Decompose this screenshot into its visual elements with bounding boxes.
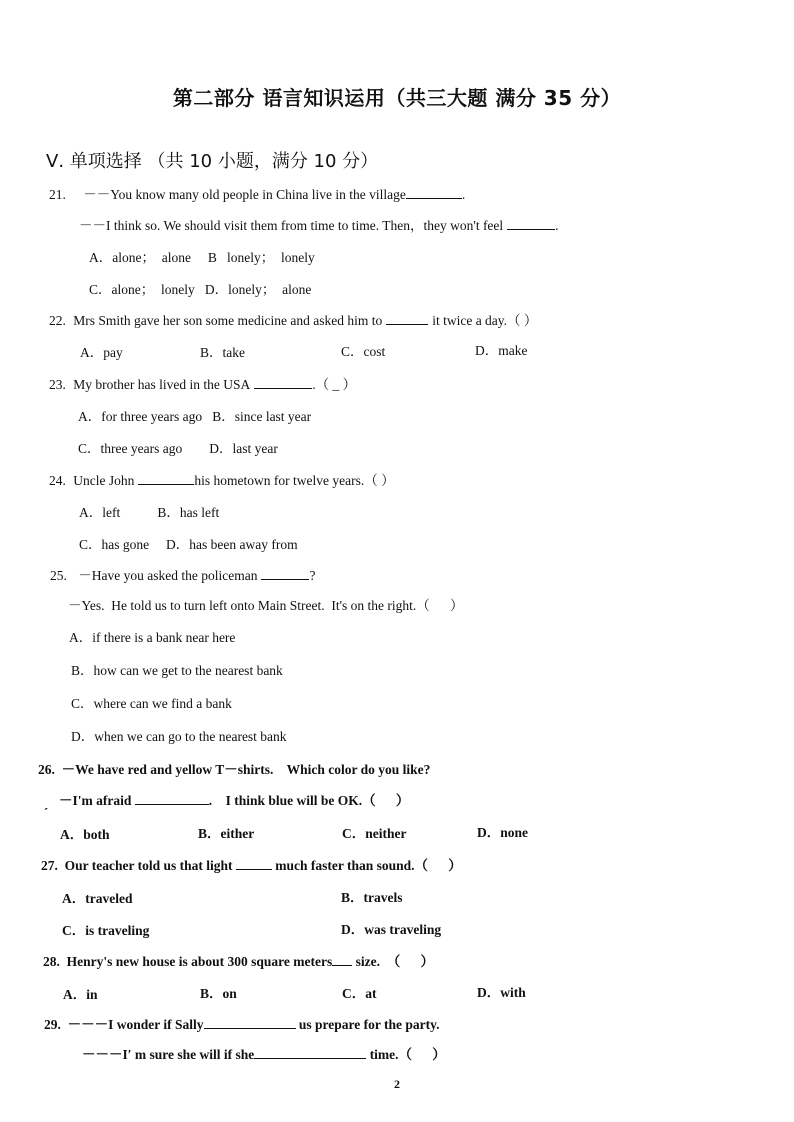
- answer-blank: [332, 953, 352, 966]
- question-text: －Have you asked the policeman: [78, 568, 258, 583]
- question-text-end: .: [555, 218, 559, 233]
- question-text: －I'm afraid: [59, 793, 132, 808]
- option-d: D．was traveling: [341, 922, 442, 937]
- option-d: D．make: [475, 343, 528, 358]
- option-c: C．where can we find a bank: [71, 696, 232, 711]
- margin-mark: ˏ: [44, 795, 49, 810]
- answer-blank: [254, 1046, 366, 1059]
- question-number: 25.: [50, 568, 67, 583]
- question-text: －－－I wonder if Sally: [67, 1017, 204, 1032]
- question-21-stem: [49, 186, 465, 204]
- question-text-end: us prepare for the party.: [298, 1017, 440, 1032]
- question-text: Uncle John: [73, 473, 135, 488]
- question-26-reply: [59, 792, 409, 810]
- question-text-end: time.（ ）: [369, 1047, 446, 1062]
- answer-blank: [236, 857, 272, 870]
- question-number: 26.: [38, 762, 55, 777]
- question-text: Our teacher told us that light: [64, 858, 233, 873]
- option-b: B．travels: [341, 890, 403, 905]
- question-21-reply: [79, 217, 559, 235]
- question-text: My brother has lived in the USA: [73, 377, 251, 392]
- option-d: D．none: [477, 825, 529, 840]
- answer-blank: [507, 217, 555, 230]
- question-number: 23.: [49, 377, 66, 392]
- question-text: －We have red and yellow T－shirts. Which color do you like?: [61, 762, 431, 777]
- option-d: D．when we can go to the nearest bank: [71, 729, 287, 744]
- question-text-end: much faster than sound.（ ）: [275, 858, 462, 873]
- question-text-end: it twice a day.（ ）: [432, 313, 538, 328]
- question-25-stem: [50, 567, 315, 585]
- question-24-stem: [49, 472, 395, 490]
- question-text: －－You know many old people in China live in the village: [83, 187, 406, 202]
- question-29-reply: [82, 1046, 446, 1064]
- option-b: B．how can we get to the nearest bank: [71, 663, 283, 678]
- answer-blank: [204, 1016, 296, 1029]
- option-row: A．alone； alone B lonely； lonely: [89, 250, 315, 265]
- question-22-stem: [49, 312, 537, 330]
- question-number: 28.: [43, 954, 60, 969]
- answer-blank: [261, 567, 309, 580]
- option-b: B．take: [200, 345, 245, 360]
- option-a: A．traveled: [62, 891, 133, 906]
- question-text: Mrs Smith gave her son some medicine and asked him to: [73, 313, 383, 328]
- question-29-stem: [44, 1016, 440, 1034]
- question-text-end: his hometown for twelve years.（ ）: [194, 473, 395, 488]
- question-number: 29.: [44, 1017, 61, 1032]
- option-row: A．left B．has left: [79, 505, 220, 520]
- question-25-reply: －Yes. He told us to turn left onto Main Street. It's on the right.（ ）: [68, 598, 464, 613]
- answer-blank: [138, 472, 194, 485]
- question-text-end: ?: [309, 568, 316, 583]
- question-number: 21.: [49, 187, 66, 202]
- option-a: A．both: [60, 827, 110, 842]
- option-c: C．cost: [341, 344, 386, 359]
- question-text-end: size. （ ）: [355, 954, 435, 969]
- option-c: C．neither: [342, 826, 407, 841]
- option-a: A．pay: [80, 345, 123, 360]
- option-a: A．if there is a bank near here: [69, 630, 236, 645]
- answer-blank: [135, 792, 209, 805]
- question-26-stem: [38, 761, 430, 779]
- answer-blank: [386, 312, 428, 325]
- question-23-stem: [49, 376, 356, 394]
- option-a: A．in: [63, 987, 98, 1002]
- question-text: －－－I′ m sure she will if she: [82, 1047, 255, 1062]
- option-row: C．three years ago D．last year: [78, 441, 278, 456]
- page-number: 2: [394, 1077, 400, 1091]
- question-number: 24.: [49, 473, 66, 488]
- question-number: 22.: [49, 313, 66, 328]
- option-c: C．at: [342, 986, 377, 1001]
- section-title: Ⅴ. 单项选择 （共 10 小题，满分 10 分）: [46, 151, 379, 172]
- option-row: C．has gone D．has been away from: [79, 537, 298, 552]
- page-title: 第二部分 语言知识运用（共三大题 满分 35 分）: [172, 86, 622, 110]
- option-row: A．for three years ago B．since last year: [78, 409, 312, 424]
- question-28-stem: [43, 953, 434, 971]
- option-row: C．alone； lonely D．lonely； alone: [89, 282, 312, 297]
- question-text: Henry's new house is about 300 square meters: [66, 954, 333, 969]
- question-text-end: .（ _ ）: [312, 377, 357, 392]
- answer-blank: [254, 376, 312, 389]
- answer-blank: [406, 186, 462, 199]
- option-b: B．on: [200, 986, 237, 1001]
- question-text-end: .: [461, 187, 466, 202]
- option-c: C．is traveling: [62, 923, 150, 938]
- question-text-end: . I think blue will be OK.（ ）: [208, 793, 410, 808]
- option-d: D．with: [477, 985, 526, 1000]
- question-text: －－I think so. We should visit them from time to time. Then，they won't feel: [79, 218, 504, 233]
- question-27-stem: [41, 857, 462, 875]
- question-number: 27.: [41, 858, 58, 873]
- option-b: B．either: [198, 826, 255, 841]
